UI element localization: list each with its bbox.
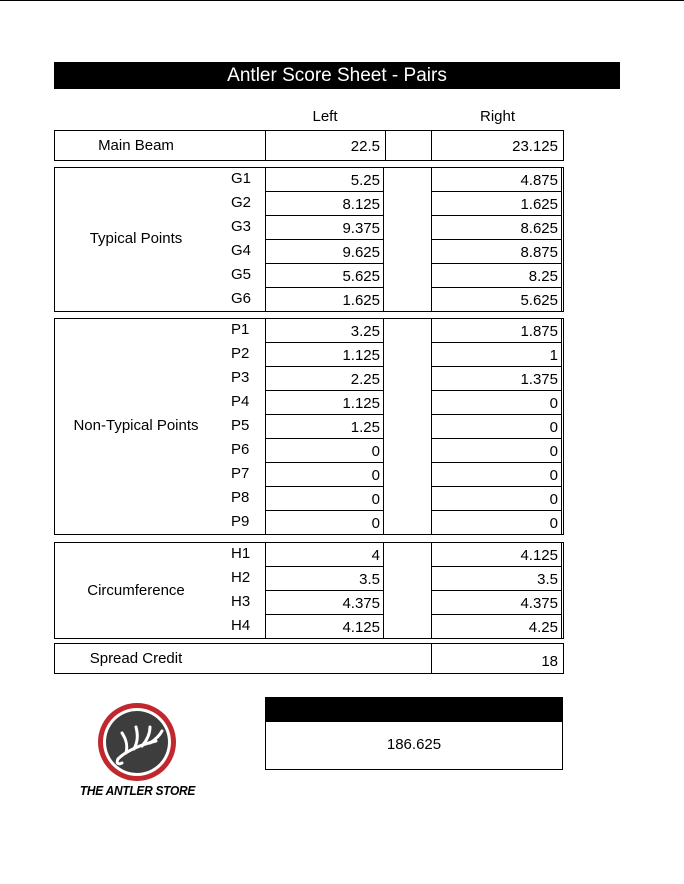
non-typical-left-p4[interactable]: 1.125 (265, 390, 384, 415)
brand-name: THE ANTLER STORE (79, 783, 196, 798)
typical-label-g4: G4 (231, 242, 252, 259)
non-typical-left-p6[interactable]: 0 (265, 438, 384, 463)
non-typical-left-p1[interactable]: 3.25 (265, 318, 384, 343)
non-typical-left-p5[interactable]: 1.25 (265, 414, 384, 439)
typical-right-g3[interactable]: 8.625 (431, 215, 562, 240)
non-typical-right-p6[interactable]: 0 (431, 438, 562, 463)
typical-left-g2[interactable]: 8.125 (265, 191, 384, 216)
non-typical-right-p8[interactable]: 0 (431, 486, 562, 511)
typical-label-g6: G6 (231, 290, 252, 307)
circumference-right-h4[interactable]: 4.25 (431, 614, 562, 639)
column-header-right: Right (479, 108, 516, 125)
circumference-left-h4[interactable]: 4.125 (265, 614, 384, 639)
non-typical-left-p3[interactable]: 2.25 (265, 366, 384, 391)
circumference-left-h2[interactable]: 3.5 (265, 566, 384, 591)
spread-credit-row (54, 643, 564, 674)
circumference-right-h3[interactable]: 4.375 (431, 590, 562, 615)
total-header-bar (265, 697, 563, 721)
typical-left-g3[interactable]: 9.375 (265, 215, 384, 240)
typical-label-g2: G2 (231, 194, 252, 211)
non-typical-label-p6: P6 (231, 441, 250, 458)
non-typical-left-p8[interactable]: 0 (265, 486, 384, 511)
non-typical-right-p9[interactable]: 0 (431, 510, 562, 535)
total-score-value: 186.625 (386, 736, 442, 753)
antler-logo-icon (96, 701, 178, 783)
non-typical-left-p9[interactable]: 0 (265, 510, 384, 535)
typical-left-g1[interactable]: 5.25 (265, 167, 384, 192)
main-beam-left[interactable]: 22.5 (350, 138, 380, 155)
typical-left-g4[interactable]: 9.625 (265, 239, 384, 264)
non-typical-right-p5[interactable]: 0 (431, 414, 562, 439)
non-typical-points-label: Non-Typical Points (73, 417, 199, 434)
non-typical-label-p3: P3 (231, 369, 250, 386)
typical-right-g6[interactable]: 5.625 (431, 287, 562, 312)
spread-credit-value[interactable]: 18 (541, 653, 558, 670)
typical-points-label: Typical Points (89, 230, 183, 247)
non-typical-right-p4[interactable]: 0 (431, 390, 562, 415)
circumference-right-h2[interactable]: 3.5 (431, 566, 562, 591)
column-header-left: Left (312, 108, 338, 125)
non-typical-label-p2: P2 (231, 345, 250, 362)
non-typical-label-p7: P7 (231, 465, 250, 482)
typical-label-g3: G3 (231, 218, 252, 235)
typical-right-g2[interactable]: 1.625 (431, 191, 562, 216)
non-typical-label-p1: P1 (231, 321, 250, 338)
circumference-label-h2: H2 (231, 569, 251, 586)
circumference-left-h3[interactable]: 4.375 (265, 590, 384, 615)
top-border (0, 0, 684, 1)
main-beam-label: Main Beam (98, 137, 174, 154)
circumference-label-h4: H4 (231, 617, 251, 634)
main-beam-row (54, 130, 564, 161)
main-beam-right[interactable]: 23.125 (512, 138, 558, 155)
typical-label-g1: G1 (231, 170, 252, 187)
circumference-label-h3: H3 (231, 593, 251, 610)
non-typical-label-p9: P9 (231, 513, 250, 530)
spread-credit-label: Spread Credit (89, 650, 183, 667)
typical-label-g5: G5 (231, 266, 252, 283)
non-typical-right-p2[interactable]: 1 (431, 342, 562, 367)
circumference-left-h1[interactable]: 4 (265, 542, 384, 567)
circumference-label-h1: H1 (231, 545, 251, 562)
typical-right-g1[interactable]: 4.875 (431, 167, 562, 192)
typical-right-g5[interactable]: 8.25 (431, 263, 562, 288)
non-typical-label-p4: P4 (231, 393, 250, 410)
non-typical-right-p1[interactable]: 1.875 (431, 318, 562, 343)
typical-left-g6[interactable]: 1.625 (265, 287, 384, 312)
circumference-right-h1[interactable]: 4.125 (431, 542, 562, 567)
typical-right-g4[interactable]: 8.875 (431, 239, 562, 264)
sheet-title: Antler Score Sheet - Pairs (54, 62, 620, 89)
non-typical-left-p2[interactable]: 1.125 (265, 342, 384, 367)
non-typical-right-p3[interactable]: 1.375 (431, 366, 562, 391)
non-typical-left-p7[interactable]: 0 (265, 462, 384, 487)
non-typical-right-p7[interactable]: 0 (431, 462, 562, 487)
typical-left-g5[interactable]: 5.625 (265, 263, 384, 288)
non-typical-label-p8: P8 (231, 489, 250, 506)
total-score-box (265, 721, 563, 770)
circumference-label: Circumference (87, 582, 185, 599)
non-typical-label-p5: P5 (231, 417, 250, 434)
